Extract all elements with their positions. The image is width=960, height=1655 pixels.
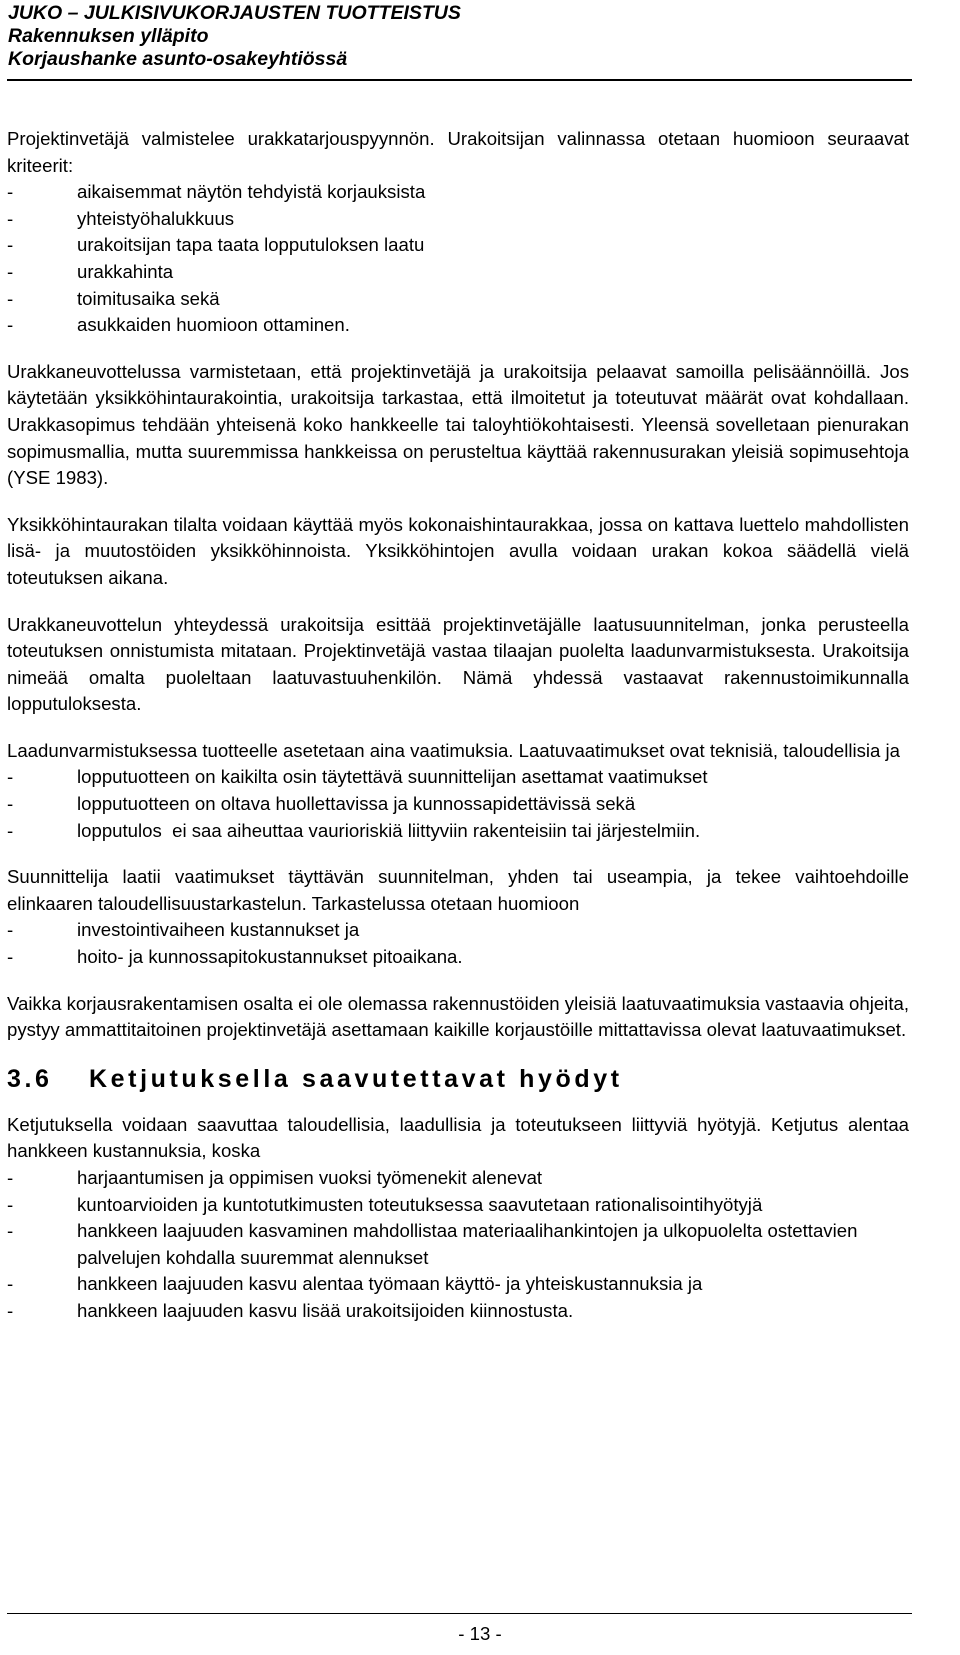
dash-bullet: - bbox=[7, 181, 14, 203]
dash-bullet: - bbox=[7, 1193, 14, 1215]
section-title: Ketjutuksella saavutettavat hyödyt bbox=[89, 1064, 623, 1093]
criteria-list bbox=[7, 179, 909, 339]
dash-bullet: - bbox=[7, 1273, 14, 1295]
paragraph: Urakkaneuvottelussa varmistetaan, että projektinvetäjä ja urakoitsija pelaavat samoilla pelisäännöillä. Jos käytetään yksikköhintaurakointia, urakoitsija tarkastaa, että ilmoitetut ja toteutuvat määrät ovat kohdallaan. Urakkasopimus tehdään yhteisenä koko hankkeelle tai taloyhtiökohtaisesti. Yleensä sovelletaan pienurakan sopimusmallia, mutta suuremmissa hankkeissa on perusteltua käyttää rakennusurakan yleisiä sopimusehtoja (YSE 1983). bbox=[7, 360, 909, 489]
dash-bullet: - bbox=[7, 1167, 14, 1188]
dash-bullet: - bbox=[7, 946, 14, 968]
list-item: - investointivaiheen kustannukset ja bbox=[7, 917, 909, 944]
dash-bullet: - bbox=[7, 793, 14, 815]
dash-bullet: - bbox=[7, 1220, 14, 1242]
dash-bullet: - bbox=[7, 314, 14, 336]
list-item: - kuntoarvioiden ja kuntotutkimusten toteutuksessa saavutetaan rationalisointihyötyjä bbox=[7, 1192, 909, 1219]
list-item: - lopputulos ei saa aiheuttaa vaurioriskiä liittyviin rakenteisiin tai järjestelmiin. bbox=[7, 818, 909, 845]
list-item: - hankkeen laajuuden kasvu lisää urakoitsijoiden kiinnostusta. bbox=[7, 1298, 909, 1325]
list-item: - yhteistyöhalukkuus bbox=[7, 206, 909, 233]
paragraph: Projektinvetäjä valmistelee urakkatarjouspyynnön. Urakoitsijan valinnassa otetaan huomioon seuraavat kriteerit: bbox=[7, 128, 909, 176]
list-item: - hankkeen laajuuden kasvaminen mahdollistaa materiaalihankintojen ja ulkopuolelta ostettavien palvelujen kohdalla suuremmat alennukset bbox=[7, 1220, 858, 1268]
paragraph: Urakkaneuvottelun yhteydessä urakoitsija esittää projektinvetäjälle laatusuunnitelman, jonka perusteella toteutuksen onnistumista mitataan. Projektinvetäjä vastaa tilaajan puolelta laadunvarmistuksesta. Urakoitsija nimeää omalta puoleltaan laatuvastuuhenkilön. Nämä yhdessä vastaavat rakennustoimikunnalla lopputuloksesta. bbox=[7, 613, 909, 715]
header-divider bbox=[7, 79, 912, 81]
section-number: 3.6 bbox=[7, 1064, 53, 1093]
dash-bullet: - bbox=[7, 207, 14, 229]
footer-divider bbox=[7, 1613, 912, 1614]
list-item: - urakoitsijan tapa taata lopputuloksen laatu bbox=[7, 232, 909, 259]
costs-list bbox=[7, 917, 909, 970]
list-item: - lopputuotteen on oltava huollettavissa ja kunnossapidettävissä sekä bbox=[7, 791, 909, 818]
header-title: JUKO – JULKISIVUKORJAUSTEN TUOTTEISTUS bbox=[8, 2, 461, 24]
list-item: - hankkeen laajuuden kasvu alentaa työmaan käyttö- ja yhteiskustannuksia ja bbox=[7, 1271, 909, 1298]
section-heading bbox=[7, 1064, 909, 1094]
list-item: - hoito- ja kunnossapitokustannukset pitoaikana. bbox=[7, 944, 909, 971]
header-subtitle: Rakennuksen ylläpito bbox=[8, 25, 209, 47]
document-body bbox=[7, 126, 909, 1345]
dash-bullet: - bbox=[7, 234, 14, 256]
paragraph: Laadunvarmistuksessa tuotteelle asetetaan aina vaatimuksia. Laatuvaatimukset ovat teknisiä, taloudellisia ja bbox=[7, 739, 901, 761]
paragraph: Ketjutuksella voidaan saavuttaa taloudellisia, laadullisia ja toteutukseen liittyviä hyötyjä. Ketjutus alentaa hankkeen kustannuksia, koska bbox=[7, 1113, 909, 1162]
header-subtitle-2: Korjaushanke asunto-osakeyhtiössä bbox=[8, 48, 348, 70]
requirements-list bbox=[7, 764, 909, 844]
dash-bullet: - bbox=[7, 260, 14, 282]
page-number: - 13 - bbox=[458, 1623, 502, 1644]
benefits-list bbox=[7, 1165, 909, 1325]
dash-bullet: - bbox=[7, 1299, 14, 1321]
dash-bullet: - bbox=[7, 287, 14, 309]
list-item: - aikaisemmat näytön tehdyistä korjauksista bbox=[7, 179, 909, 206]
running-header bbox=[8, 2, 461, 71]
dash-bullet: - bbox=[7, 766, 14, 788]
list-item: - urakkahinta bbox=[7, 259, 909, 286]
paragraph: Vaikka korjausrakentamisen osalta ei ole olemassa rakennustöiden yleisiä laatuvaatimuksia vastaavia ohjeita, pystyy ammattitaitoinen projektinvetäjä asettamaan kaikille korjaustöille mittattavissa olevat laatuvaatimukset. bbox=[7, 992, 909, 1041]
list-item: - lopputuotteen on kaikilta osin täytettävä suunnittelijan asettamat vaatimukset bbox=[7, 764, 909, 791]
list-item: - asukkaiden huomioon ottaminen. bbox=[7, 312, 909, 339]
dash-bullet: - bbox=[7, 919, 14, 941]
list-item: - harjaantumisen ja oppimisen vuoksi työmenekit alenevat bbox=[7, 1165, 909, 1192]
dash-bullet: - bbox=[7, 819, 14, 841]
paragraph: Yksikköhintaurakan tilalta voidaan käyttää myös kokonaishintaurakkaa, jossa on kattava luettelo mahdollisten lisä- ja muutostöiden yksikköhinnoista. Yksikköhintojen avulla voidaan urakan kokoa säädellä vielä toteutuksen aikana. bbox=[7, 513, 909, 588]
list-item: - toimitusaika sekä bbox=[7, 286, 909, 313]
paragraph: Suunnittelija laatii vaatimukset täyttävän suunnitelman, yhden tai useampia, ja tekee vaihtoehdoille elinkaaren taloudellisuustarkastelun. Tarkastelussa otetaan huomioon bbox=[7, 866, 909, 914]
